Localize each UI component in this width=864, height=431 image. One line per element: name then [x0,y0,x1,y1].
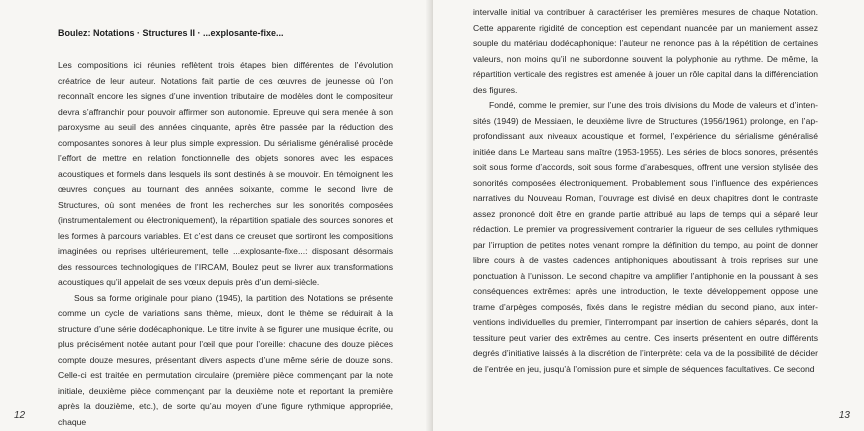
paragraph: Les compositions ici réunies reflètent trois étapes bien différentes de l’évolution créatrice de leur auteur. Notations fait partie de ces œuvres de jeunesse où l’on reconnaît encore les signes d’une invention tributaire de modèles dont le compositeur devra s’affranchir pour pouvoir affirmer son autonomie. Epreuve qui sera menée à son paroxysme au seuil des années cinquante, après être passée par la réduction des composantes sonores à leur plus simple expression. Du sérialisme généralisé procède l’effort de mettre en relation fonctionnelle des objets sonores avec les espaces acoustiques et formels dans lesquels ils sont destinés à se mouvoir. En témoignent les œuvres conçues au tournant des années soixante, comme le second livre de Structures, où sont menées de front les recherches sur les sonorités composées (instrumentalement ou électroniquement), la répartition spatiale des sources sonores et les formes à parcours variables. Et c’est dans ce creuset que sortiront les compositions imaginées ou reprises ultérieurement, telle ...explosante-fixe...: disposant désormais des ressources technologiques de l’IRCAM, Boulez peut se livrer aux transformations acoustiques qu’il appelait de ses vœux depuis près d’un demi-siècle. [58,60,393,287]
right-page [433,0,864,431]
section-heading: Boulez: Notations · Structures II · ...explosante-fixe... [58,28,284,38]
left-page-body [58,58,393,430]
paragraph: Fondé, comme le premier, sur l’une des trois divisions du Mode de valeurs et d’intensités (1949) de Messiaen, le deuxième livre de Structures (1956/1961) prolonge, en l’approfondissant aux niveaux acoustique et formel, l’expérience du sérialisme généralisé initiée dans Le Marteau sans maître (1953-1955). Les séries de blocs sonores, présentés soit sous forme d’accords, soit sous forme d’arabesques, offrent une version stylisée des sonorités composées électroniquement. Probablement sous l’influence des expériences narratives du Nouveau Roman, l’ouvrage est divisé en deux chapitres dont le contraste assez prononcé doit être en grande partie attribué au laps de temps qui a séparé leur rédaction. Le premier va progressivement contrarier la rigueur de ses cellules rythmiques par l’irruption de petites notes venant rompre la définition du tempo, au point de donner libre cours à de vastes cadences antiphoniques aboutissant à trois reprises sur une ponctuation à l’unisson. Le second chapitre va amplifier l’antiphonie en la poussant à ses conséquences extrêmes: après une introduction, le texte développement oppose une trame d’arpèges composés, fixés dans le registre médian du second piano, aux interventions individuelles du premier, l’interrompant par insertion de cahiers séparés, dont la tessiture peut varier des extrêmes au centre. Ces inserts présentent en outre différents degrés d’initiative laissés à la discrétion de l’interprète: cela va de la possibilité de décider de l’entrée en jeu, jusqu’à l’omission pure et simple de séquences facultatives. Ce second [473,100,818,374]
paragraph: Sous sa forme originale pour piano (1945), la partition des Notations se présente comme un cycle de variations sans thème, mieux, dont le thème se réduirait à la structure d’une série dodécaphonique. Le titre invite à se figurer une musique écrite, ou plus précisément notée autant pour l’œil que pour l’oreille: chacune des douze pièces compte douze mesures, présentant divers aspects d’une même série de douze sons. Celle-ci est traitée en permutation circulaire (première pièce commençant par la note initiale, deuxième pièce commençant par la deuxième note et reportant la première après la douzième, etc.), de sorte qu’au moyen d’une figure rythmique appropriée, chaque [58,292,393,427]
left-page [0,0,431,431]
page-number: 12 [14,410,26,421]
page-number: 13 [838,410,850,421]
paragraph: intervalle initial va contribuer à caractériser les premières mesures de chaque Notation. Cette apparente rigidité de conception est cependant nuancée par un maniement assez souple du matériau dodécaphonique: l’auteur ne renonce pas à la répétition de certaines valeurs, non moins qu’il ne subordonne souvent la polyphonie au rythme. De même, la répartition verticale des registres est amenée à jouer un rôle capital dans la différenciation des figures. [473,7,818,95]
right-page-body [473,5,818,377]
